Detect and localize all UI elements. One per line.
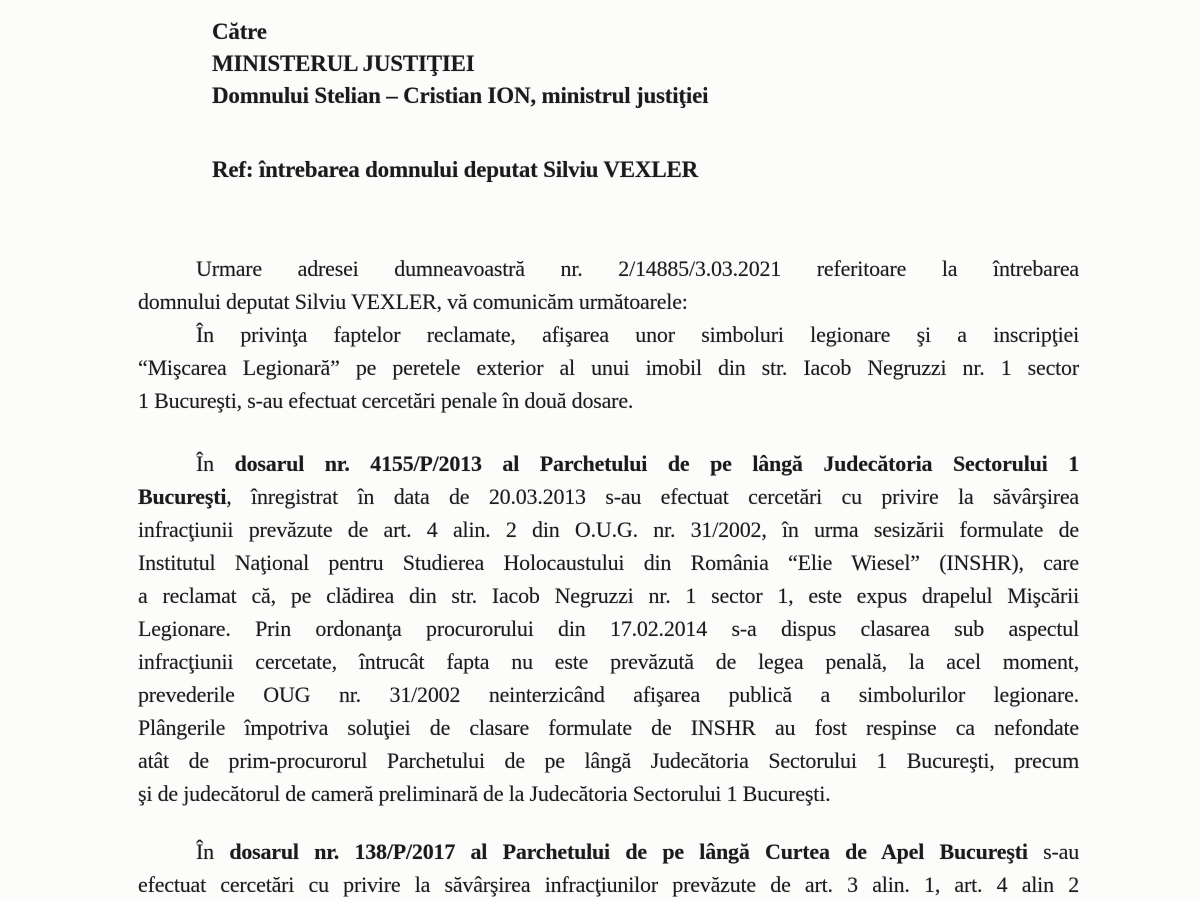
text-segment: Legionare. Prin ordonanţa procurorului din 17.02.2014 s-a dispus clasarea sub aspectul [138,616,1079,641]
text-line [138,546,1079,579]
text-line [138,513,1079,546]
text-segment: În privinţa faptelor reclamate, afişarea unor simboluri legionare şi a inscripţiei [196,322,1079,347]
text-line [138,678,1079,711]
text-line [138,744,1079,777]
text-segment: şi de judecătorul de cameră preliminară de la Judecătoria Sectorului 1 Bucureşti. [138,781,831,806]
text-line [138,868,1079,900]
text-segment: prevederile OUG nr. 31/2002 neinterzicând afişarea publică a simbolurilor legionare. [138,682,1079,707]
text-line [138,480,1079,513]
text-line [138,318,1079,351]
text-segment: Urmare adresei dumneavoastră nr. 2/14885/3.03.2021 referitoare la întrebarea [196,256,1079,281]
text-segment: Institutul Naţional pentru Studierea Holocaustului din România “Elie Wiesel” (INSHR), care [138,550,1079,575]
text-segment: 1 Bucureşti, s-au efectuat cercetări penale în două dosare. [138,388,634,413]
text-line [138,835,1079,868]
text-segment: “Mişcarea Legionară” pe peretele exterior al unui imobil din str. Iacob Negruzzi nr. 1 sector [138,355,1079,380]
text-line [138,351,1079,384]
text-segment: efectuat cercetări cu privire la săvârşirea infracţiunilor prevăzute de art. 3 alin. 1, art. 4 alin 2 [138,872,1079,897]
text-segment: În [196,451,235,476]
text-segment: a reclamat că, pe clădirea din str. Iacob Negruzzi nr. 1 sector 1, este expus drapelul Mişcării [138,583,1079,608]
text-line [138,777,1079,810]
salutation-line: Către [212,19,267,44]
text-segment: , înregistrat în data de 20.03.2013 s-au efectuat cercetări cu privire la săvârşirea [226,484,1079,509]
text-segment: infracţiunii cercetate, întrucât fapta nu este prevăzută de legea penală, la acel moment, [138,649,1079,674]
text-line [138,252,1079,285]
paragraph-intro [138,252,1079,417]
paragraph-case-138 [138,835,1079,900]
text-line [138,612,1079,645]
text-line [138,447,1079,480]
text-segment: domnului deputat Silviu VEXLER, vă comunicăm următoarele: [138,289,688,314]
text-line [138,711,1079,744]
text-line [138,645,1079,678]
paragraph-case-4155 [138,447,1079,810]
text-segment: atât de prim-procurorul Parchetului de pe lângă Judecătoria Sectorului 1 Bucureşti, precum [138,748,1079,773]
text-segment: infracţiunii prevăzute de art. 4 alin. 2 din O.U.G. nr. 31/2002, în urma sesizării formulate de [138,517,1079,542]
text-segment: Plângerile împotriva soluţiei de clasare formulate de INSHR au fost respinse ca nefondate [138,715,1079,740]
bold-text-segment: dosarul nr. 138/P/2017 al Parchetului de pe lângă Curtea de Apel Bucureşti [229,839,1028,864]
letter-head [212,16,708,112]
ministry-line: MINISTERUL JUSTIŢIEI [212,51,475,76]
bold-text-segment: dosarul nr. 4155/P/2013 al Parchetului de pe lângă Judecătoria Sectorului 1 [234,451,1080,476]
reference-line: Ref: întrebarea domnului deputat Silviu VEXLER [212,157,699,182]
text-segment: În [196,839,230,864]
text-line [138,384,1079,417]
bold-text-segment: Bucureşti [138,484,227,509]
text-line [138,285,1079,318]
text-line [138,579,1079,612]
text-segment: s-au [1027,839,1079,864]
addressee-line: Domnului Stelian – Cristian ION, ministrul justiţiei [212,83,709,108]
